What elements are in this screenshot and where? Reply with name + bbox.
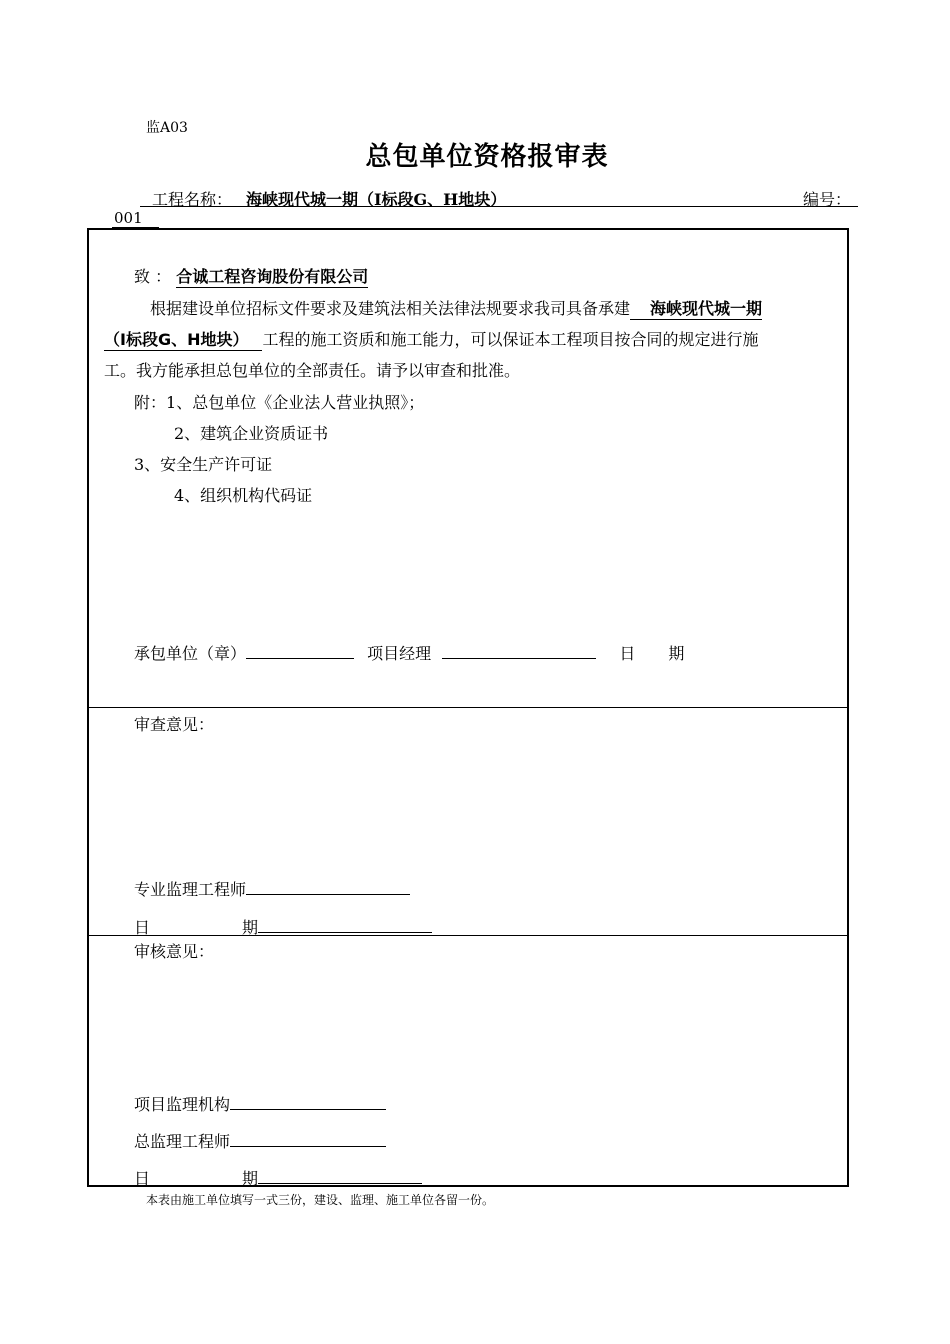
addressee-name: 合诚工程咨询股份有限公司 xyxy=(176,267,369,286)
addressee-line xyxy=(134,264,368,287)
engineer-signature-field[interactable] xyxy=(246,878,410,895)
supervision-org-field[interactable] xyxy=(230,1093,386,1110)
date-label-2: 期 xyxy=(668,644,685,663)
body-line-3: 工。我方能承担总包单位的全部责任。请予以审查和批准。 xyxy=(104,361,521,380)
section-divider-1 xyxy=(87,707,849,708)
body-line-2 xyxy=(104,327,759,350)
audit-date-row xyxy=(134,1166,422,1189)
supervision-org-label: 项目监理机构 xyxy=(134,1095,231,1114)
body-project-name-2: （Ⅰ标段G、H地块） xyxy=(104,330,262,351)
contractor-signature-field[interactable] xyxy=(246,642,354,659)
number-value: 001 xyxy=(114,209,143,227)
attachment-item-4: 4、组织机构代码证 xyxy=(174,486,313,505)
attachment-item-2: 2、建筑企业资质证书 xyxy=(174,424,329,443)
audit-date-label-1: 日 xyxy=(134,1169,151,1188)
body-line-2-text: 工程的施工资质和施工能力，可以保证本工程项目按合同的规定进行施 xyxy=(262,330,759,349)
review-date-row xyxy=(134,915,432,938)
chief-engineer-field[interactable] xyxy=(230,1130,386,1147)
signature-row xyxy=(134,641,684,664)
audit-opinion-label: 审核意见： xyxy=(134,942,215,961)
date-label-1: 日 xyxy=(619,644,636,663)
engineer-label: 专业监理工程师 xyxy=(134,880,247,899)
attachment-item-1: 1、总包单位《企业法人营业执照》； xyxy=(166,393,425,412)
body-line-1-text: 根据建设单位招标文件要求及建筑法相关法律法规要求我司具备承建 xyxy=(150,299,631,318)
audit-date-label-2: 期 xyxy=(242,1169,259,1188)
chief-engineer-row xyxy=(134,1129,386,1152)
review-date-label-1: 日 xyxy=(134,918,151,937)
body-line-1 xyxy=(150,296,762,319)
body-project-name-1: 海峡现代城一期 xyxy=(630,299,762,320)
chief-engineer-label: 总监理工程师 xyxy=(134,1132,231,1151)
engineer-row xyxy=(134,877,410,900)
to-label: 致 ： xyxy=(134,267,172,286)
manager-label: 项目经理 xyxy=(367,644,432,663)
attachment-line-1 xyxy=(134,390,424,413)
audit-date-field[interactable] xyxy=(258,1167,422,1184)
contractor-label: 承包单位（章） xyxy=(134,644,247,663)
review-date-label-2: 期 xyxy=(242,918,259,937)
review-date-field[interactable] xyxy=(258,916,432,933)
attachment-item-3: 3、安全生产许可证 xyxy=(134,455,273,474)
project-name-label: 工程名称： xyxy=(152,190,233,209)
review-opinion-label: 审查意见： xyxy=(134,715,215,734)
manager-signature-field[interactable] xyxy=(442,642,596,659)
form-code: 监A03 xyxy=(146,120,188,136)
project-name-value: 海峡现代城一期（Ⅰ标段G、H地块） xyxy=(246,190,507,209)
supervision-org-row xyxy=(134,1092,386,1115)
attachment-label: 附： xyxy=(134,393,167,412)
number-label: 编号： xyxy=(803,190,852,209)
form-title: 总包单位资格报审表 xyxy=(365,142,609,172)
footer-note: 本表由施工单位填写一式三份，建设、监理、施工单位各留一份。 xyxy=(146,1193,495,1207)
